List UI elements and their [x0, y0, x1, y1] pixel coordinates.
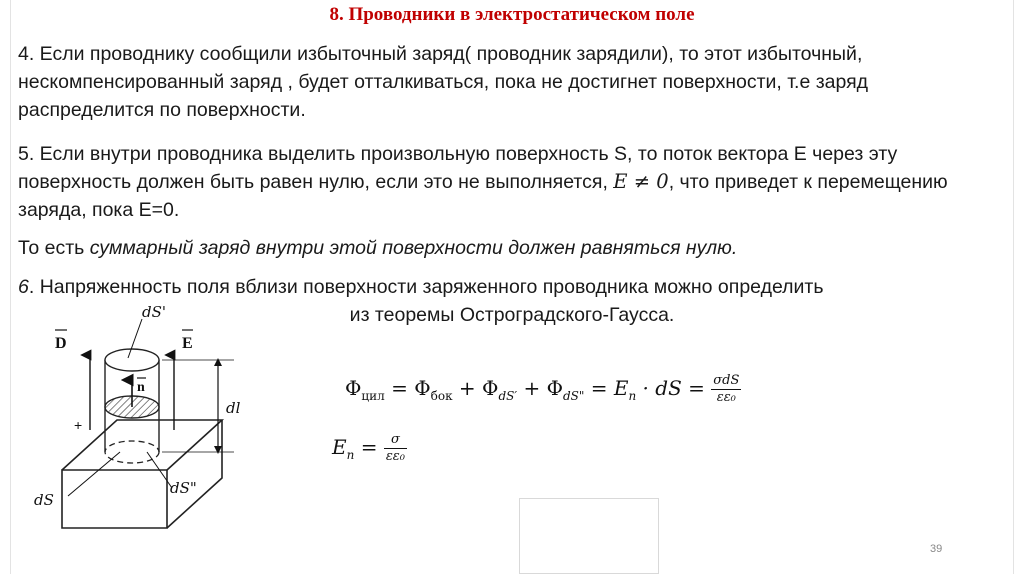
- right-margin-line: [1013, 0, 1014, 574]
- paragraph-5: [18, 140, 1003, 224]
- left-margin-line: [10, 0, 11, 574]
- f2-E: E: [332, 435, 347, 459]
- paragraph-then-italic: суммарный заряд внутри этой поверхности должен равняться нулю.: [89, 237, 738, 259]
- label-dS-double-prime: dS": [170, 479, 197, 497]
- f2-numerator: σ: [384, 432, 407, 449]
- paragraph-5-text-a: 5. Если внутри проводника выделить произвольную поверхность S, то поток вектора E через эту поверхность должен быть равен нулю, если это не выполняется,: [18, 143, 898, 193]
- label-E-vector: E: [182, 335, 193, 352]
- conductor-front-face: [62, 470, 167, 528]
- f1-numerator: σdS: [713, 373, 740, 388]
- f1-fraction: [711, 373, 741, 406]
- label-plus: +: [74, 417, 83, 433]
- f1-sub-ds2: dS": [562, 389, 585, 403]
- label-D-vector: D: [55, 335, 67, 352]
- paragraph-6: [18, 273, 1003, 301]
- f1-eq1: = Φ: [384, 376, 431, 400]
- paragraph-5-text-b: , что приведет к перемещению заряда, пока E=0.: [18, 171, 948, 221]
- f1-denominator: εε₀: [716, 390, 736, 405]
- label-dl: dl: [226, 399, 241, 417]
- field-strength-formula: [332, 432, 407, 465]
- f1-sub-n: n: [628, 389, 637, 403]
- paragraph-6-text: . Напряженность поля вблизи поверхности заряженного проводника можно определить: [28, 276, 824, 298]
- f1-sub-side: бок: [430, 389, 453, 403]
- conductor-side-face: [167, 420, 222, 528]
- paragraph-then: [18, 234, 1003, 262]
- paragraph-4: 4. Если проводнику сообщили избыточный заряд( проводник зарядили), то этот избыточный, нескомпенсированный заряд , будет отталкиваться, пока не достигнет поверхности, т.е заряд распределится по поверхности.: [18, 43, 869, 121]
- flux-formula: [345, 373, 741, 406]
- paragraph-5-math: E ≠ 0: [613, 170, 669, 193]
- f1-sub-cyl: цил: [361, 389, 385, 403]
- f1-plus2: + Φ: [517, 376, 563, 400]
- label-n-vector: n: [137, 380, 145, 395]
- page-number: 39: [930, 543, 943, 555]
- f1-plus1: + Φ: [452, 376, 499, 400]
- gauss-cylinder-figure: [22, 300, 247, 530]
- paragraph-6-line2: из теоремы Остроградского-Гаусса.: [349, 304, 675, 326]
- f2-eq: =: [354, 435, 384, 459]
- slide-title: 8. Проводники в электростатическом поле: [329, 4, 695, 25]
- f2-denominator: εε₀: [385, 449, 405, 464]
- f1-mid: · dS =: [636, 376, 712, 400]
- paragraph-6-number: 6: [18, 276, 29, 298]
- cylinder-top-base: [105, 349, 159, 371]
- cylinder-lower-base: [105, 441, 159, 463]
- label-dS-prime: dS': [142, 303, 167, 321]
- f1-eq2: = E: [584, 376, 629, 400]
- f1-sub-ds1: dS′: [498, 389, 518, 403]
- f1-phi: Φ: [345, 376, 362, 400]
- paragraph-then-text: То есть: [18, 237, 90, 259]
- f2-sub-n: n: [346, 448, 355, 462]
- empty-image-placeholder: [519, 498, 659, 574]
- label-dS: dS: [34, 491, 54, 509]
- f2-fraction: [384, 432, 407, 465]
